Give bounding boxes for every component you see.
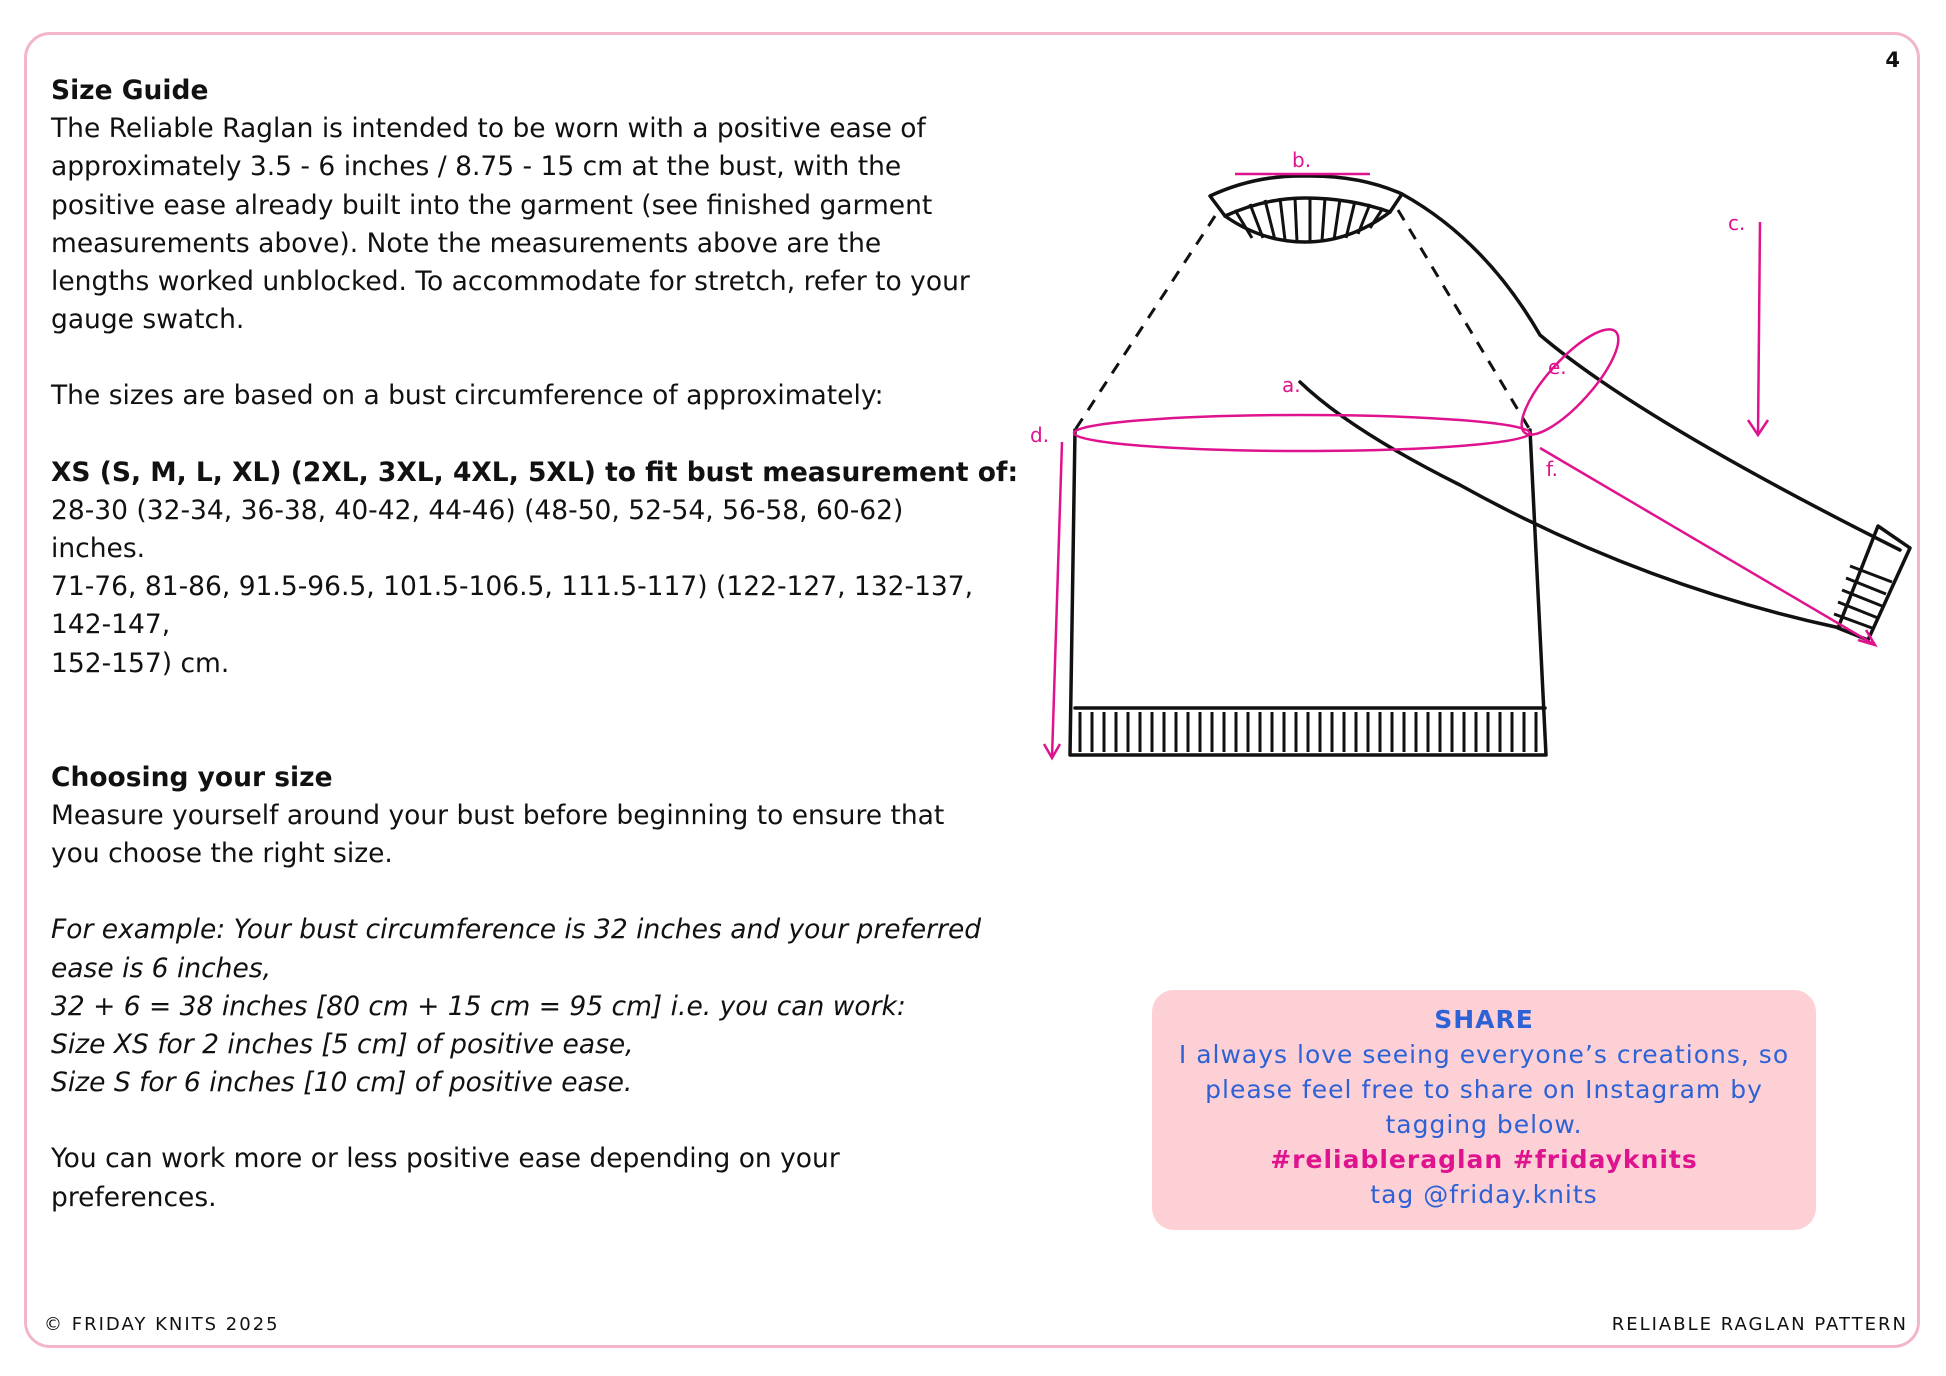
- measurement-labels: [1030, 148, 1745, 481]
- size-guide-line: measurements above). Note the measurements above are the: [51, 227, 882, 259]
- label-c: c.: [1728, 211, 1746, 235]
- choosing-line: Measure yourself around your bust before beginning to ensure that: [51, 800, 945, 832]
- instructions-column: [51, 72, 1041, 1217]
- footer-pattern-name: RELIABLE RAGLAN PATTERN: [1611, 1314, 1908, 1335]
- share-line: tagging below.: [1385, 1110, 1583, 1139]
- example-line: Size S for 6 inches [10 cm] of positive ease.: [51, 1067, 633, 1099]
- example-line: For example: Your bust circumference is 32 inches and your preferred: [51, 914, 982, 946]
- footer-copyright: [44, 1314, 280, 1335]
- ribbing-lines: [1080, 198, 1892, 752]
- sizes-line: 71-76, 81-86, 91.5-96.5, 101.5-106.5, 111.5-117) (122-127, 132-137, 142-147,: [51, 571, 974, 641]
- size-guide-line: positive ease already built into the garment (see finished garment: [51, 189, 933, 221]
- choosing-heading: Choosing your size: [51, 761, 333, 793]
- ease-note-line: You can work more or less positive ease depending on your: [51, 1143, 840, 1175]
- example-line: ease is 6 inches,: [51, 952, 272, 984]
- sweater-outline: [1070, 176, 1910, 755]
- share-hashtags: #reliableraglan #fridayknits: [1270, 1145, 1698, 1174]
- copyright-icon: ©: [44, 1314, 64, 1335]
- choosing-line: you choose the right size.: [51, 838, 393, 870]
- measurement-marks: [1044, 174, 1875, 758]
- size-guide-line: approximately 3.5 - 6 inches / 8.75 - 15 cm at the bust, with the: [51, 151, 902, 183]
- share-line: I always love seeing everyone’s creations, so: [1178, 1040, 1790, 1069]
- label-d: d.: [1030, 423, 1050, 447]
- sizes-line: 152-157) cm.: [51, 647, 230, 679]
- sizes-line: 28-30 (32-34, 36-38, 40-42, 44-46) (48-50, 52-54, 56-58, 60-62): [51, 494, 904, 526]
- label-a: a.: [1282, 373, 1301, 397]
- page-number: 4: [1885, 48, 1900, 72]
- label-f: f.: [1546, 457, 1558, 481]
- sweater-schematic: [1020, 130, 1920, 780]
- size-guide-line: gauge swatch.: [51, 304, 245, 336]
- footer-brand: FRIDAY KNITS 2025: [71, 1314, 280, 1335]
- share-line: please feel free to share on Instagram by: [1205, 1075, 1763, 1104]
- label-b: b.: [1292, 148, 1312, 172]
- size-guide-line: lengths worked unblocked. To accommodate for stretch, refer to your: [51, 266, 970, 298]
- size-guide-line: The Reliable Raglan is intended to be worn with a positive ease of: [51, 113, 926, 145]
- sizes-line: inches.: [51, 533, 146, 565]
- ease-note-line: preferences.: [51, 1181, 217, 1213]
- example-line: 32 + 6 = 38 inches [80 cm + 15 cm = 95 cm] i.e. you can work:: [51, 990, 906, 1022]
- share-instagram-tag: tag @friday.knits: [1370, 1180, 1598, 1209]
- share-callout: [1152, 990, 1816, 1230]
- sizes-heading: XS (S, M, L, XL) (2XL, 3XL, 4XL, 5XL) to fit bust measurement of:: [51, 456, 1019, 488]
- bust-intro: The sizes are based on a bust circumference of approximately:: [51, 380, 884, 412]
- share-title: SHARE: [1434, 1005, 1534, 1034]
- example-line: Size XS for 2 inches [5 cm] of positive ease,: [51, 1029, 634, 1061]
- label-e: e.: [1548, 355, 1567, 379]
- size-guide-heading: Size Guide: [51, 75, 209, 106]
